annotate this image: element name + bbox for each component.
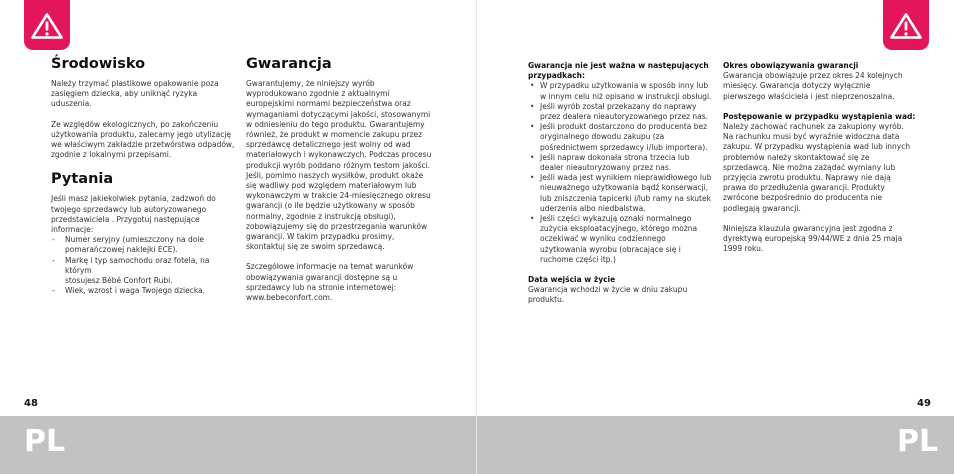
warning-tab-left [24,0,70,50]
entry-into-force-heading: Data wejścia w życie [528,275,616,285]
footer-band-right [477,416,954,474]
left-column-1 [51,55,236,296]
footer-band-left [0,416,477,474]
language-label-left: PL [24,424,66,459]
list-item: - Wiek, wzrost i waga Twojego dziecka. [51,286,236,296]
questions-title: Pytania [51,171,114,188]
entry-into-force-text: Gwarancja wchodzi w życie w dniu zakupu produktu. [528,285,688,305]
warranty-title: Gwarancja [246,56,332,72]
environment-paragraph-1: Należy trzymać plastikowe opakowanie poza zasięgiem dziecka, aby uniknąć ryzyka uduszenia. [51,79,219,109]
list-item: • Jeśli wyrób został przekazany do naprawy przez dealera nieautoryzowanego przez nas. [528,102,718,122]
list-item: • Jeśli napraw dokonała strona trzecia lub dealer nieautoryzowany przez nas. [528,153,718,173]
right-column-1 [528,61,718,316]
language-label-right: PL [897,424,939,459]
directive-clause: Niniejsza klauzula gwarancyjna jest zgodna z dyrektywą europejską 99/44/WE z dnia 25 maja 1999 roku. [723,223,903,254]
environment-paragraph-2: Ze względów ekologicznych, po zakończeniu użytkowania produktu, zalecamy jego utylizację we właściwym zakładzie przetwórstwa odpadów, zgodnie z lokalnymi przepisami. [51,119,235,160]
page-number-right: 49 [917,398,931,409]
list-item: • Jeśli części wykazują oznaki normalnego zużycia eksploatacyjnego, którego można oczekiwać w wyniku codziennego użytkowania wyrobu (obracające się i ruchome części itp.) [528,214,718,265]
invalid-cases-heading: Gwarancja nie jest ważna w następujących przypadkach: [528,61,709,81]
page-number-left: 48 [24,398,38,409]
list-item: - Numer seryjny (umieszczony na dole pomarańczowej naklejki ECE). [51,235,236,255]
list-item: • W przypadku użytkowania w sposób inny lub w innym celu niż opisano w instrukcji obsługi. [528,81,718,101]
defect-procedure-text: Należy zachować rachunek za zakupiony wyrób. Na rachunku musi być wyraźnie widoczna data zakupu. W przypadku wystąpienia wad lub innych problemów należy skontaktować się ze sprzedawcą. Nie można zażądać wymiany lub przyjęcia zwrotu produktu. Naprawy nie dają prawa do przedłużenia gwarancji. Produkty zwrócone bezpośrednio do producenta nie podlegają gwarancji. [723,122,911,213]
validity-period-text: Gwarancja obowiązuje przez okres 24 kolejnych miesięcy. Gwarancja dotyczy wyłącznie pierwszego właściciela i jest nieprzenoszalna. [723,71,903,101]
list-item: - Markę i typ samochodu oraz fotela, na którym stosujesz Bébé Confort Rubi. [51,256,236,287]
warning-triangle-icon [31,13,63,39]
right-page [477,0,954,474]
warranty-paragraph-2: Szczegółowe informacje na temat warunków obowiązywania gwarancji dostępne są u sprzedawcy lub na stronie internetowej: www.bebeconfort.com. [246,262,414,303]
environment-title: Środowisko [51,56,146,72]
right-column-2 [723,61,923,264]
questions-list [51,235,236,296]
defect-procedure-heading: Postępowanie w przypadku wystąpienia wad: [723,111,916,121]
list-item: • Jeśli wada jest wynikiem nieprawidłowego lub nieuważnego użytkowania bądź konserwacji, lub zniszczenia tapicerki i/lub ramy na skutek uderzenia albo niedbalstwa. [528,173,718,214]
warning-tab-right [883,0,929,50]
list-item: • Jeśli produkt dostarczono do producenta bez oryginalnego dowodu zakupu (za pośrednictwem sprzedawcy i/lub importera). [528,122,718,153]
left-column-2 [246,55,446,313]
warning-triangle-icon [890,13,922,39]
warranty-paragraph-1: Gwarantujemy, że niniejszy wyrób wyprodukowano zgodnie z aktualnymi europejskimi normami bezpieczeństwa oraz wymaganiami dotyczącymi jakości, stosowanymi w odniesieniu do tego produktu. Gwarantujemy również, że produkt w momencie zakupu przez sprzedawcę detalicznego jest wolny od wad materiałowych i wykonawczych. Podczas procesu produkcji wyrób poddano różnym testom jakości. Jeśli, pomimo naszych wysiłków, produkt okaże się wadliwy pod względem materiałowym lub wykonawczym w trakcie 24-miesięcznego okresu gwarancji (o ile będzie użytkowany w sposób normalny, zgodnie z instrukcją obsługi), zobowiązujemy się do przestrzegania warunków gwarancji. W takim przypadku prosimy, skontaktuj się ze swoim sprzedawcą. [246,79,432,252]
validity-period-heading: Okres obowiązywania gwarancji [723,61,859,70]
invalid-cases-list [528,81,718,265]
questions-paragraph: Jeśli masz jakiekolwiek pytania, zadzwoń do twojego sprzedawcy lub autoryzowanego przedstawiciela . Przygotuj następujące informacje: [51,194,216,235]
